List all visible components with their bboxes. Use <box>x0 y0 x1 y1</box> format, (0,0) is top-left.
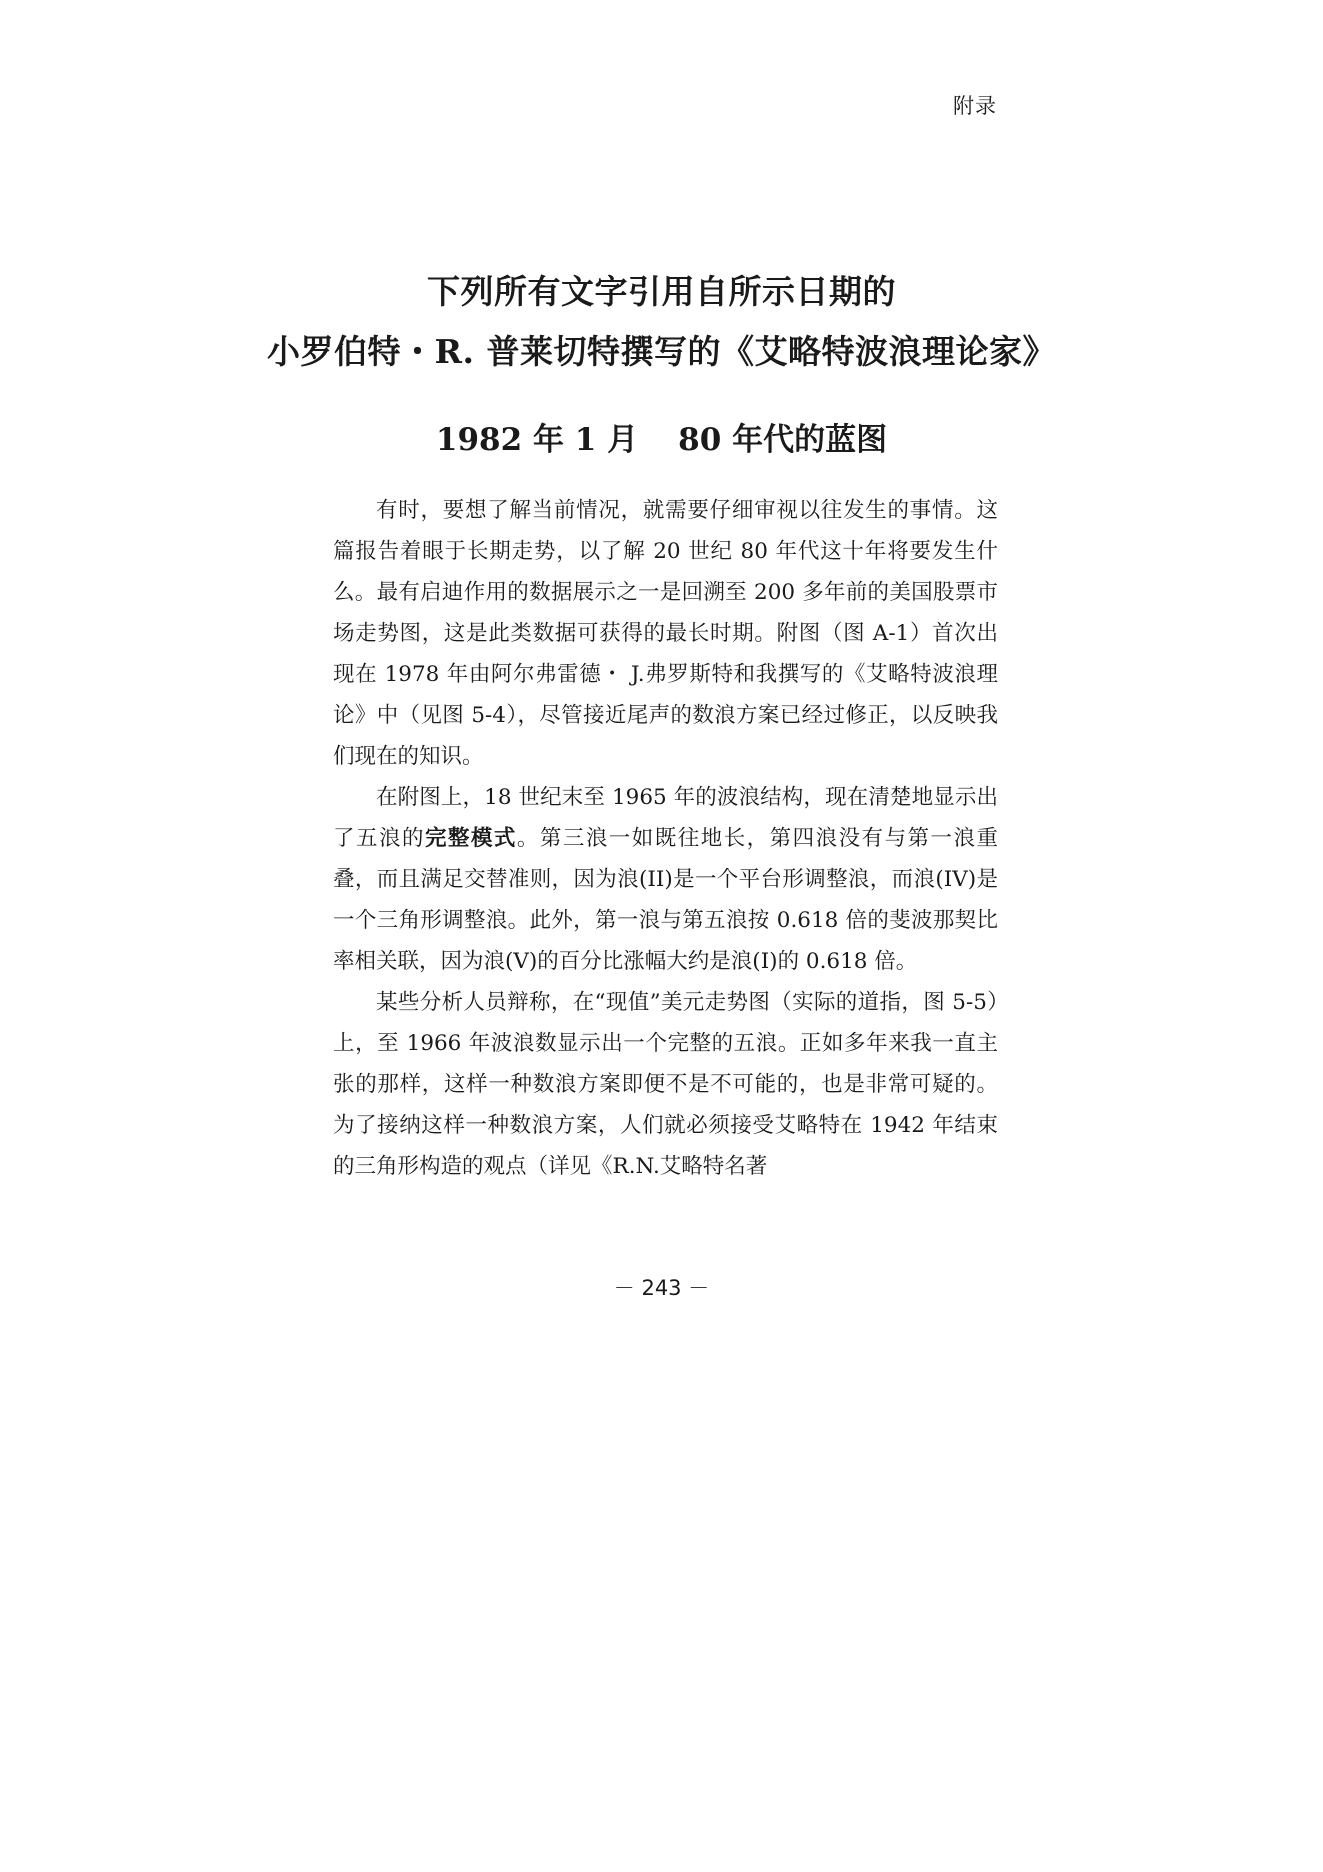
paragraph-2-part-1: 在附图上，18 世纪末至 1965 年的波浪结构，现在清楚地显示出了五浪的 <box>333 785 998 851</box>
section-date: 1982 年 1 月 <box>435 422 639 458</box>
paragraph-2 <box>333 777 998 982</box>
emphasis-term: 完整模式 <box>424 826 517 851</box>
title-line-1: 下列所有文字引用自所示日期的 <box>427 272 896 311</box>
page-number: － 243 － <box>613 1276 710 1300</box>
title-line-2: 小罗伯特・R. 普莱切特撰写的《艾略特波浪理论家》 <box>267 332 1056 371</box>
running-header: 附录 <box>953 94 997 118</box>
title-block <box>0 262 1323 382</box>
paragraph-1: 有时，要想了解当前情况，就需要仔细审视以往发生的事情。这篇报告着眼于长期走势，以了解 20 世纪 80 年代这十年将要发生什么。最有启迪作用的数据展示之一是回溯至 200 多年前的美国股票市场走势图，这是此类数据可获得的最长时期。附图（图 A-1）首次出现在 1978 年由阿尔弗雷德・ J.弗罗斯特和我撰写的《艾略特波浪理论》中（见图 5-4），尽管接近尾声的数浪方案已经过修正，以反映我们现在的知识。 <box>333 498 998 769</box>
section-title: 80 年代的蓝图 <box>678 422 888 458</box>
paragraph-3: 某些分析人员辩称，在“现值”美元走势图（实际的道指，图 5-5）上，至 1966 年波浪数显示出一个完整的五浪。正如多年来我一直主张的那样，这样一种数浪方案即便不是不可能的，也是非常可疑的。为了接纳这样一种数浪方案，人们就必须接受艾略特在 1942 年结束的三角形构造的观点（详见《R.N.艾略特名著 <box>333 990 998 1179</box>
paragraph-2-part-2: 。第三浪一如既往地长，第四浪没有与第一浪重叠，而且满足交替准则，因为浪(II)是一个平台形调整浪，而浪(IV)是一个三角形调整浪。此外，第一浪与第五浪按 0.618 倍的斐波那契比率相关联，因为浪(V)的百分比涨幅大约是浪(I)的 0.618 倍。 <box>333 826 998 974</box>
section-heading <box>0 418 1323 462</box>
body-text <box>333 490 998 1187</box>
